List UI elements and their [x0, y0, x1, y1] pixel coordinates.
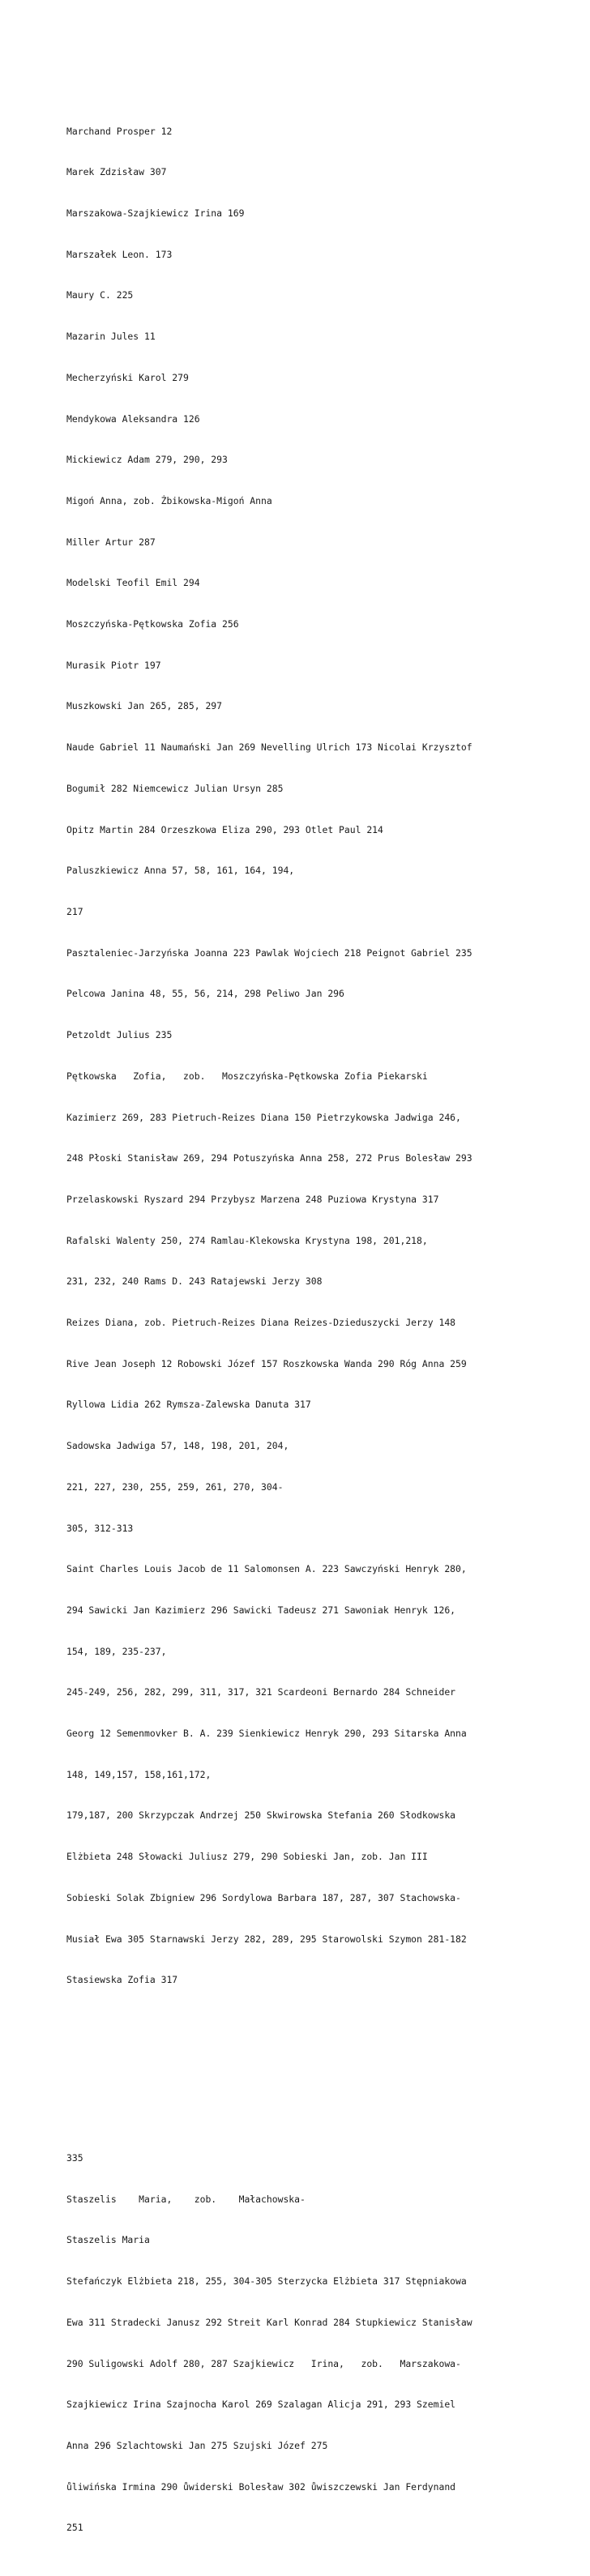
index-block-1: [66, 97, 537, 2056]
index-line: Migoń Anna, zob. Żbikowska-Migoń Anna: [66, 494, 272, 506]
index-line: Miller Artur 287: [66, 536, 156, 548]
index-line: Muszkowski Jan 265, 285, 297: [66, 700, 223, 712]
index-line: Sadowska Jadwiga 57, 148, 198, 201, 204,: [66, 1440, 289, 1452]
index-line: Marek Zdzisław 307: [66, 166, 167, 178]
paragraph-gap: [66, 2083, 537, 2096]
index-line: 231, 232, 240 Rams D. 243 Ratajewski Jerzy 308: [66, 1275, 323, 1288]
index-line: Pasztaleniec-Jarzyńska Joanna 223 Pawlak Wojciech 218 Peignot Gabriel 235: [66, 946, 472, 959]
index-line: Elżbieta 248 Słowacki Juliusz 279, 290 Sobieski Jan, zob. Jan III: [66, 1851, 428, 1863]
index-line: Rafalski Walenty 250, 274 Ramlau-Klekowska Krystyna 198, 201,218,: [66, 1234, 428, 1246]
index-line: 148, 149,157, 158,161,172,: [66, 1768, 212, 1780]
index-line: Pętkowska Zofia, zob. Moszczyńska-Pętkowska Zofia Piekarski: [66, 1070, 428, 1082]
index-line: Georg 12 Semenmovker B. A. 239 Sienkiewicz Henryk 290, 293 Sitarska Anna: [66, 1728, 467, 1740]
page-number: 335: [66, 2152, 83, 2164]
index-line: Stefańczyk Elżbieta 218, 255, 304-305 Sterzycka Elżbieta 317 Stępniakowa: [66, 2275, 467, 2288]
index-line: Szajkiewicz Irina Szajnocha Karol 269 Szalagan Alicja 291, 293 Szemiel: [66, 2399, 456, 2411]
index-line: Kazimierz 269, 283 Pietruch-Reizes Diana 150 Pietrzykowska Jadwiga 246,: [66, 1111, 461, 1123]
index-line: Ewa 311 Stradecki Janusz 292 Streit Karl Konrad 284 Stupkiewicz Stanisław: [66, 2316, 472, 2328]
index-line: Reizes Diana, zob. Pietruch-Reizes Diana Reizes-Dzieduszycki Jerzy 148: [66, 1317, 456, 1329]
index-line: 179,187, 200 Skrzypczak Andrzej 250 Skwirowska Stefania 260 Słodkowska: [66, 1809, 456, 1822]
index-line: Rive Jean Joseph 12 Robowski Józef 157 Roszkowska Wanda 290 Róg Anna 259: [66, 1357, 467, 1369]
index-line: Mazarin Jules 11: [66, 331, 156, 343]
index-line: Petzoldt Julius 235: [66, 1029, 173, 1041]
index-line: Moszczyńska-Pętkowska Zofia 256: [66, 618, 239, 630]
index-page: [66, 70, 537, 2576]
index-line: Modelski Teofil Emil 294: [66, 577, 200, 589]
index-line: 305, 312-313: [66, 1522, 134, 1534]
index-line: 294 Sawicki Jan Kazimierz 296 Sawicki Tadeusz 271 Sawoniak Henryk 126,: [66, 1604, 456, 1616]
index-line: 251: [66, 2522, 83, 2534]
index-line: Bogumił 282 Niemcewicz Julian Ursyn 285: [66, 782, 284, 794]
index-line: Mendykowa Aleksandra 126: [66, 412, 200, 425]
index-line: Przelaskowski Ryszard 294 Przybysz Marzena 248 Puziowa Krystyna 317: [66, 1193, 439, 1205]
index-line: Marszakowa-Szajkiewicz Irina 169: [66, 207, 245, 220]
index-line: Opitz Martin 284 Orzeszkowa Eliza 290, 293 Otlet Paul 214: [66, 823, 383, 835]
index-line: Marszałek Leon. 173: [66, 248, 173, 260]
index-line: 290 Suligowski Adolf 280, 287 Szajkiewicz Irina, zob. Marszakowa-: [66, 2357, 461, 2369]
index-block-2: [66, 2124, 537, 2562]
index-line: Mickiewicz Adam 279, 290, 293: [66, 454, 228, 466]
index-line: Maury C. 225: [66, 289, 134, 301]
index-line: Paluszkiewicz Anna 57, 58, 161, 164, 194,: [66, 865, 295, 877]
index-line: Naude Gabriel 11 Naumański Jan 269 Nevelling Ulrich 173 Nicolai Krzysztof: [66, 741, 472, 754]
index-line: Staszelis Maria: [66, 2234, 150, 2246]
index-line: Marchand Prosper 12: [66, 125, 173, 137]
index-line: Anna 296 Szlachtowski Jan 275 Szujski Józef 275: [66, 2439, 328, 2451]
index-line: Mecherzyński Karol 279: [66, 371, 189, 383]
index-line: Pelcowa Janina 48, 55, 56, 214, 298 Peliwo Jan 296: [66, 988, 344, 1000]
index-line: Musiał Ewa 305 Starnawski Jerzy 282, 289, 295 Starowolski Szymon 281-182: [66, 1933, 467, 1945]
index-line: Sobieski Solak Zbigniew 296 Sordylowa Barbara 187, 287, 307 Stachowska-: [66, 1891, 461, 1903]
index-line: 154, 189, 235-237,: [66, 1645, 167, 1657]
index-line: Stasiewska Zofia 317: [66, 1974, 178, 1986]
index-line: Staszelis Maria, zob. Małachowska-: [66, 2193, 306, 2205]
index-line: 217: [66, 905, 83, 917]
index-line: Saint Charles Louis Jacob de 11 Salomonsen A. 223 Sawczyński Henryk 280,: [66, 1563, 467, 1575]
index-line: [66, 2014, 537, 2028]
index-line: Murasik Piotr 197: [66, 659, 161, 671]
index-line: Ryllowa Lidia 262 Rymsza-Zalewska Danuta 317: [66, 1399, 311, 1411]
index-line: 245-249, 256, 282, 299, 311, 317, 321 Scardeoni Bernardo 284 Schneider: [66, 1686, 456, 1698]
index-line: 221, 227, 230, 255, 259, 261, 270, 304-: [66, 1480, 284, 1493]
index-line: ůliwińska Irmina 290 ůwiderski Bolesław 302 ůwiszczewski Jan Ferdynand: [66, 2480, 456, 2493]
index-line: 248 Płoski Stanisław 269, 294 Potuszyńska Anna 258, 272 Prus Bolesław 293: [66, 1152, 472, 1164]
